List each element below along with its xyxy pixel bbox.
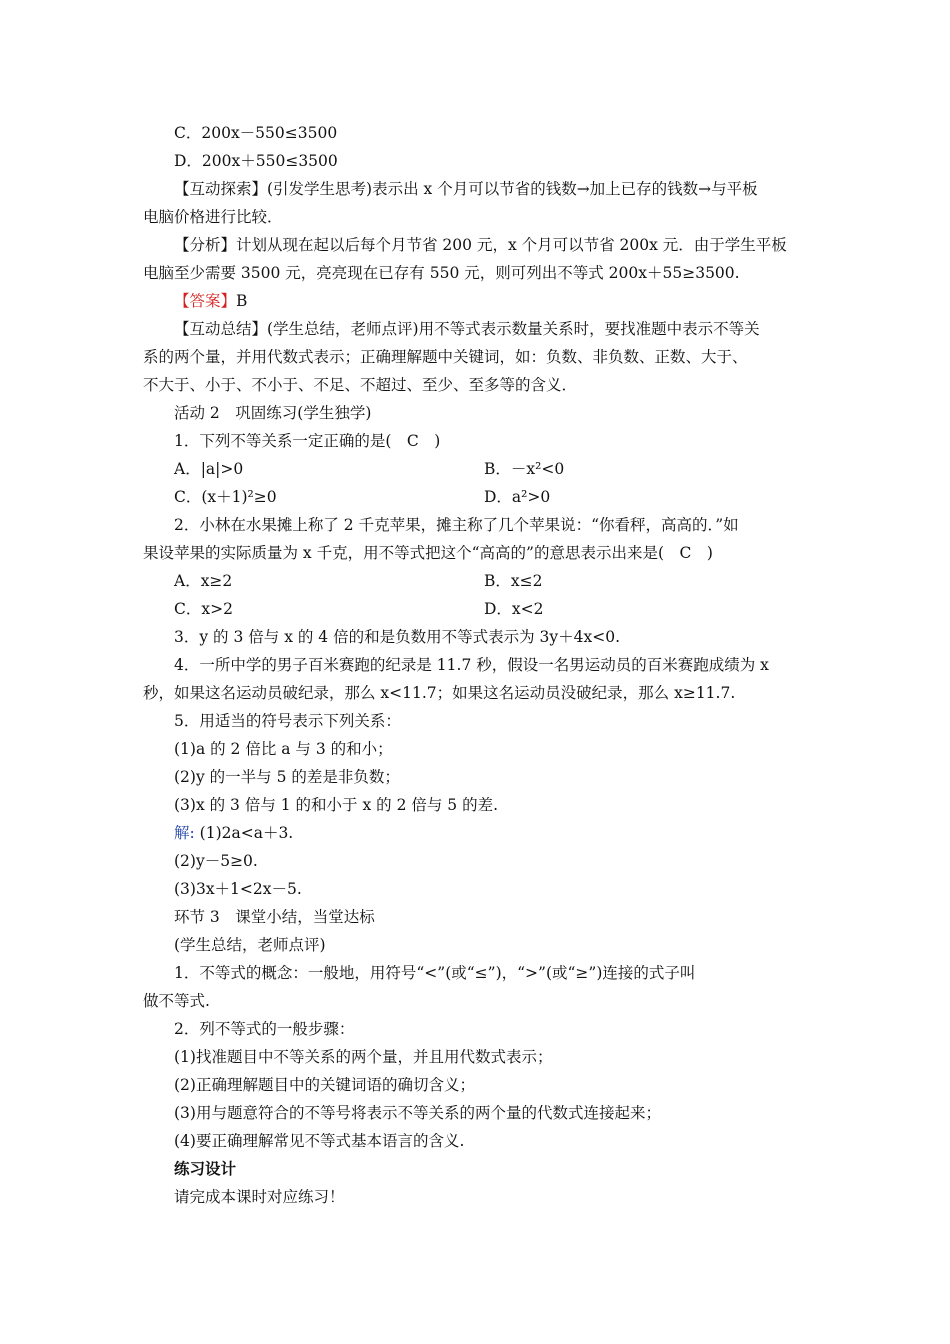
line-text: A．|a|>0 [174, 460, 244, 478]
line-text: 秒，如果这名运动员破纪录，那么 x<11.7；如果这名运动员没破纪录，那么 x≥11.7. [143, 684, 736, 702]
line-text: 活动 2 巩固练习(学生独学) [174, 404, 372, 422]
text-line [0, 1155, 950, 1183]
text-line [0, 875, 950, 903]
line-text: (3)3x＋1<2x－5. [174, 880, 302, 898]
line-text: 3．y 的 3 倍与 x 的 4 倍的和是负数用不等式表示为 3y＋4x<0. [174, 628, 620, 646]
text-line [0, 1043, 950, 1071]
text-line [0, 735, 950, 763]
line-text: C．(x＋1)²≥0 [174, 488, 277, 506]
line-text: 请完成本课时对应练习！ [174, 1188, 345, 1206]
text-line [0, 847, 950, 875]
text-line [0, 511, 950, 539]
line-text: 1．不等式的概念：一般地，用符号“<”(或“≤”)，“>”(或“≥”)连接的式子叫 [174, 964, 696, 982]
line-text: 果设苹果的实际质量为 x 千克，用不等式把这个“高高的”的意思表示出来是( C ) [143, 544, 713, 562]
line-text: 不大于、小于、不小于、不足、不超过、至少、至多等的含义． [143, 376, 578, 394]
text-line [0, 679, 950, 707]
line-text: 【互动探索】(引发学生思考)表示出 x 个月可以节省的钱数→加上已存的钱数→与平板 [174, 180, 758, 198]
line-text: (2)y 的一半与 5 的差是非负数； [174, 768, 400, 786]
text-line [0, 987, 950, 1015]
text-line [0, 1183, 950, 1211]
line-text: 【分析】计划从现在起以后每个月节省 200 元，x 个月可以节省 200x 元．由于学生平板 [174, 236, 787, 254]
line-text: B [236, 292, 248, 310]
text-line [0, 959, 950, 987]
text-line [0, 483, 950, 511]
line-text: (3)x 的 3 倍与 1 的和小于 x 的 2 倍与 5 的差. [174, 796, 499, 814]
option-right-column: B．－x²<0 [484, 460, 565, 478]
text-line [0, 455, 950, 483]
text-line [0, 203, 950, 231]
line-text: (2)y－5≥0. [174, 852, 258, 870]
line-text: 【互动总结】(学生总结，老师点评)用不等式表示数量关系时，要找准题中表示不等关 [174, 320, 760, 338]
text-line [0, 427, 950, 455]
line-text: C．x>2 [174, 600, 233, 618]
text-line [0, 791, 950, 819]
line-text: (1)a 的 2 倍比 a 与 3 的和小； [174, 740, 393, 758]
text-line [0, 539, 950, 567]
line-text: (2)正确理解题目中的关键词语的确切含义； [174, 1076, 475, 1094]
line-text: 5．用适当的符号表示下列关系： [174, 712, 401, 730]
line-text: (4)要正确理解常见不等式基本语言的含义. [174, 1132, 465, 1150]
text-line [0, 623, 950, 651]
text-line [0, 231, 950, 259]
text-line [0, 903, 950, 931]
text-line [0, 1127, 950, 1155]
line-text: 系的两个量，并用代数式表示；正确理解题中关键词，如：负数、非负数、正数、大于、 [143, 348, 748, 366]
line-text: 1．下列不等关系一定正确的是( C ) [174, 432, 441, 450]
text-line [0, 175, 950, 203]
solution-label: 解: [174, 824, 195, 842]
text-line [0, 651, 950, 679]
option-right-column: D．a²>0 [484, 488, 551, 506]
text-line [0, 931, 950, 959]
text-line [0, 595, 950, 623]
text-line [0, 1015, 950, 1043]
line-text: A．x≥2 [174, 572, 233, 590]
line-text: 电脑至少需要 3500 元，亮亮现在已存有 550 元，则可列出不等式 200x＋55≥3500. [143, 264, 740, 282]
answer-label: 【答案】 [174, 292, 237, 310]
line-text: (学生总结，老师点评) [174, 936, 326, 954]
document-body [0, 119, 950, 1211]
line-text: 4．一所中学的男子百米赛跑的纪录是 11.7 秒，假设一名男运动员的百米赛跑成绩为 x [174, 656, 769, 674]
line-text: (3)用与题意符合的不等号将表示不等关系的两个量的代数式连接起来； [174, 1104, 661, 1122]
option-right-column: B．x≤2 [484, 572, 543, 590]
text-line [0, 119, 950, 147]
line-text: D．200x＋550≤3500 [174, 152, 338, 170]
line-text: C．200x－550≤3500 [174, 124, 338, 142]
text-line [0, 259, 950, 287]
text-line [0, 287, 950, 315]
line-text: 做不等式. [143, 992, 210, 1010]
text-line [0, 567, 950, 595]
line-text: (1)2a<a＋3. [194, 824, 294, 842]
text-line [0, 315, 950, 343]
line-text: 电脑价格进行比较． [143, 208, 283, 226]
text-line [0, 1071, 950, 1099]
option-right-column: D．x<2 [484, 600, 544, 618]
text-line [0, 399, 950, 427]
text-line [0, 707, 950, 735]
text-line [0, 763, 950, 791]
text-line [0, 371, 950, 399]
line-text: 环节 3 课堂小结，当堂达标 [174, 908, 375, 926]
section-heading: 练习设计 [174, 1160, 237, 1178]
text-line [0, 1099, 950, 1127]
text-line [0, 147, 950, 175]
text-line [0, 819, 950, 847]
line-text: 2．小林在水果摊上称了 2 千克苹果，摊主称了几个苹果说：“你看秤，高高的．”如 [174, 516, 739, 534]
text-line [0, 343, 950, 371]
line-text: 2．列不等式的一般步骤： [174, 1020, 355, 1038]
line-text: (1)找准题目中不等关系的两个量，并且用代数式表示； [174, 1048, 553, 1066]
